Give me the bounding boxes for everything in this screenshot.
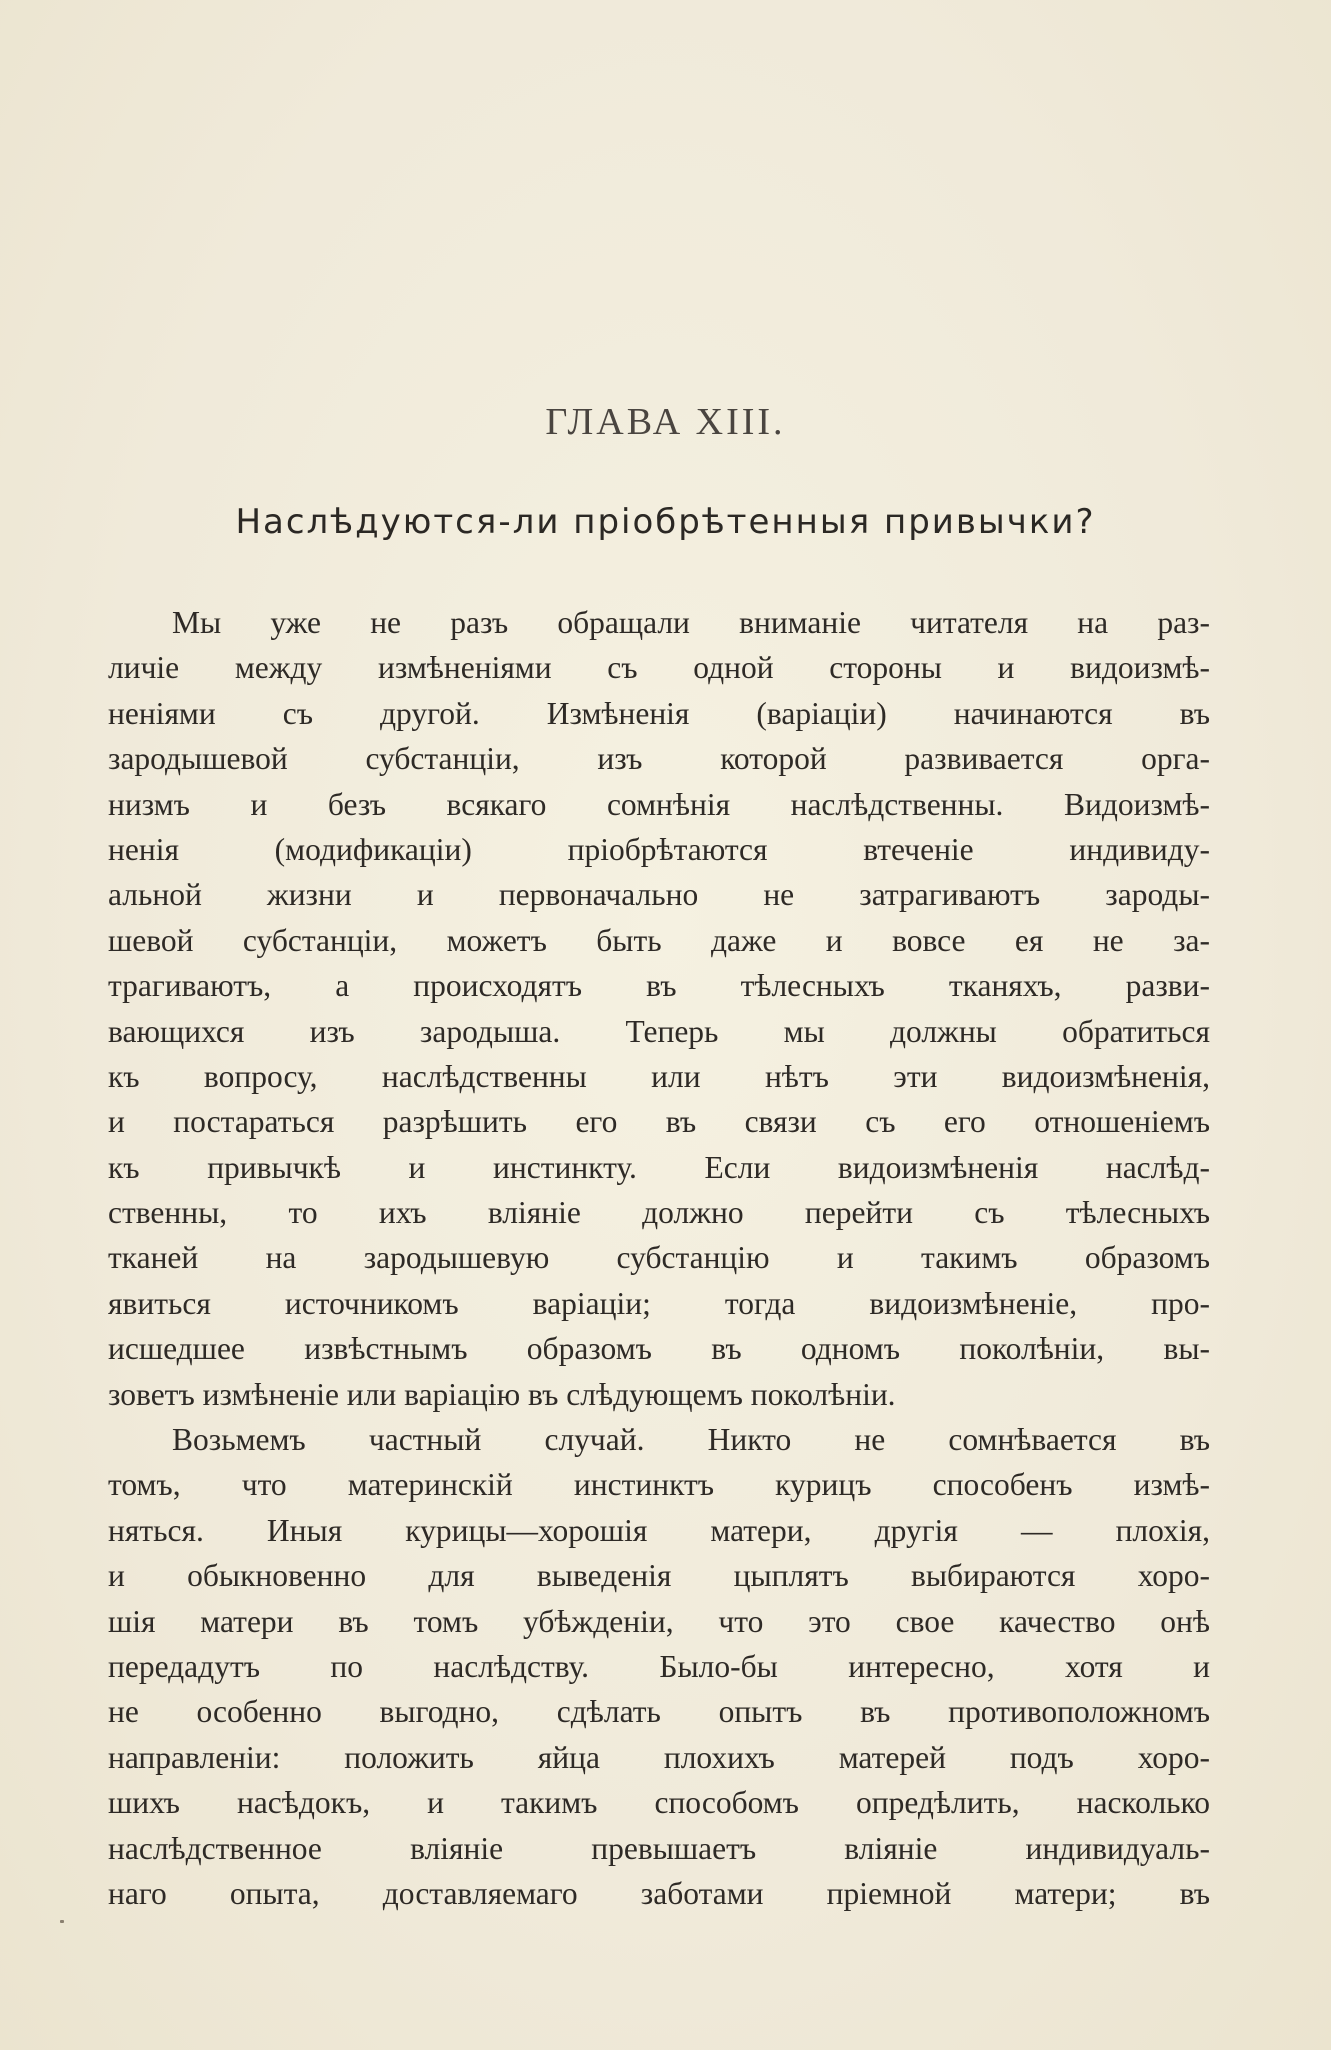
text-line: къ вопросу, наслѣдственны или нѣтъ эти видоизмѣненія, [108, 1058, 1210, 1094]
text-line: передадутъ по наслѣдству. Было-бы интересно, хотя и [108, 1648, 1210, 1684]
text-line: тканей на зародышевую субстанцію и такимъ образомъ [108, 1240, 1210, 1276]
text-line: Мы уже не разъ обращали вниманіе читателя на раз- [172, 605, 1210, 640]
text-line: и постараться разрѣшить его въ связи съ его отношеніемъ [108, 1104, 1210, 1140]
text-line: томъ, что материнскій инстинктъ курицъ способенъ измѣ- [108, 1467, 1210, 1503]
text-line: альной жизни и первоначально не затрагиваютъ зароды- [108, 877, 1210, 913]
text-line: низмъ и безъ всякаго сомнѣнія наслѣдственны. Видоизмѣ- [108, 786, 1210, 822]
text-line: шія матери въ томъ убѣжденіи, что это свое качество онѣ [108, 1603, 1210, 1639]
body-text [108, 600, 1210, 1916]
text-line: зародышевой субстанціи, изъ которой развивается орга- [108, 741, 1210, 777]
text-line: къ привычкѣ и инстинкту. Если видоизмѣненія наслѣд- [108, 1149, 1210, 1185]
text-line: неніями съ другой. Измѣненія (варіаціи) начинаются въ [108, 695, 1210, 731]
text-line: наго опыта, доставляемаго заботами пріемной матери; въ [108, 1875, 1210, 1911]
text-line: явиться источникомъ варіаціи; тогда видоизмѣненіе, про- [108, 1285, 1210, 1321]
text-line: няться. Иныя курицы—хорошія матери, другія — плохія, [108, 1512, 1210, 1548]
text-line: вающихся изъ зародыша. Теперь мы должны обратиться [108, 1013, 1210, 1049]
chapter-title: Наслѣдуются-ли пріобрѣтенныя привычки? [235, 502, 1096, 542]
text-line: шихъ насѣдокъ, и такимъ способомъ опредѣлить, насколько [108, 1785, 1210, 1821]
paper-speck [60, 1920, 64, 1923]
text-line: ственны, то ихъ вліяніе должно перейти съ тѣлесныхъ [108, 1195, 1210, 1231]
text-line: Возьмемъ частный случай. Никто не сомнѣвается въ [172, 1422, 1210, 1458]
text-line: направленіи: положить яйца плохихъ матерей подъ хоро- [108, 1739, 1210, 1775]
text-line: и обыкновенно для выведенія цыплятъ выбираются хоро- [108, 1558, 1210, 1594]
text-line: трагиваютъ, а происходятъ въ тѣлесныхъ тканяхъ, разви- [108, 968, 1210, 1004]
text-line: не особенно выгодно, сдѣлать опытъ въ противоположномъ [108, 1694, 1210, 1730]
text-line: личіе между измѣненіями съ одной стороны и видоизмѣ- [108, 650, 1210, 686]
text-line: зоветъ измѣненіе или варіацію въ слѣдующемъ поколѣніи. [108, 1376, 896, 1412]
text-line: ненія (модификаціи) пріобрѣтаются втеченіе индивиду- [108, 831, 1210, 867]
text-line: шевой субстанціи, можетъ быть даже и вовсе ея не за- [108, 922, 1210, 958]
text-line: наслѣдственное вліяніе превышаетъ вліяніе индивидуаль- [108, 1830, 1210, 1866]
text-line: исшедшее извѣстнымъ образомъ въ одномъ поколѣніи, вы- [108, 1331, 1210, 1367]
chapter-heading: ГЛАВА XIII. [545, 401, 786, 443]
